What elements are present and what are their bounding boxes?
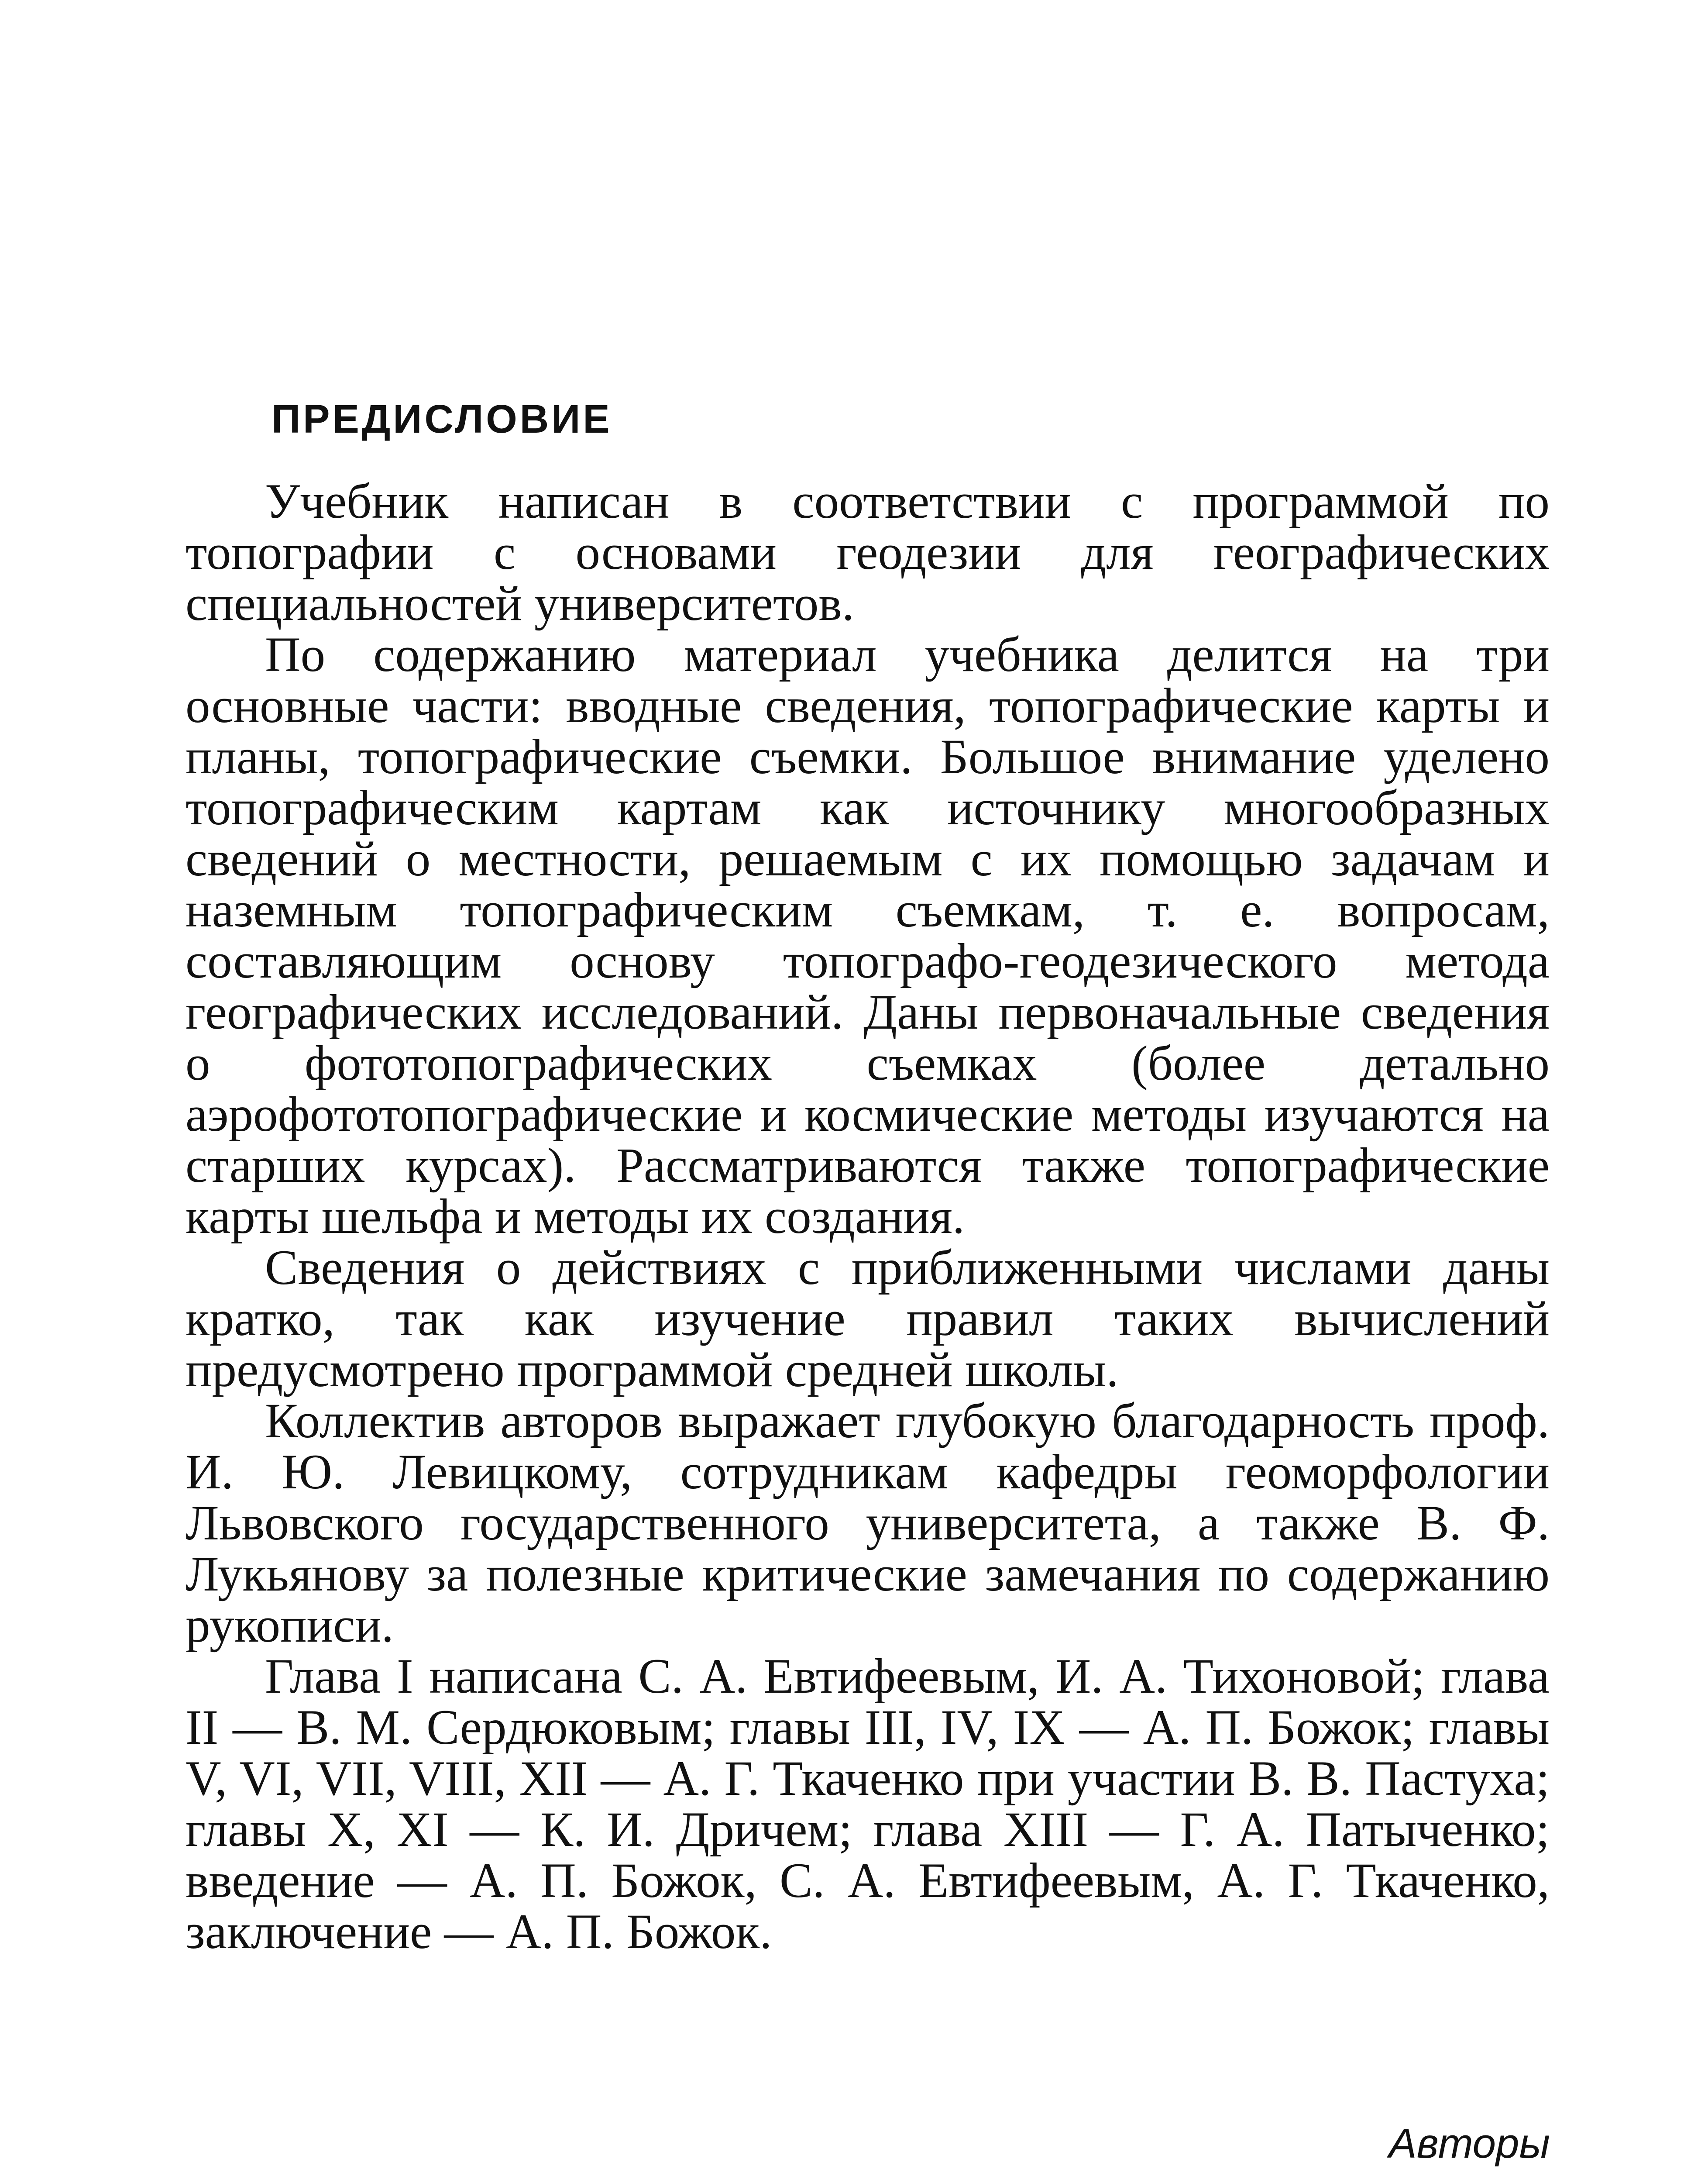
paragraph-purpose: Учебник написан в соответствии с программой по топографии с основами геодезии для географических специальностей университетов. xyxy=(186,474,1550,631)
paragraph-authorship: Глава I написана С. А. Евтифеевым, И. А. Тихоновой; глава II — В. М. Сердюковым; главы III, IV, IX — А. П. Божок; главы V, VI, VII, VIII, XII — А. Г. Ткаченко при участии В. В. Пастуха; главы X, XI — К. И. Дричем; глава XIII — Г. А. Патыченко; введение — А. П. Божок, С. А. Евтифеевым, А. Г. Ткаченко, заключение — А. П. Божок. xyxy=(186,1649,1550,1959)
signature: Авторы xyxy=(1388,2120,1550,2167)
paragraph-approximate-numbers: Сведения о действиях с приближенными числами даны кратко, так как изучение правил таких вычислений предусмотрено программой средней школы. xyxy=(186,1240,1550,1397)
preface-body xyxy=(186,476,1550,1957)
paragraph-content: По содержанию материал учебника делится на три основные части: вводные сведения, топографические карты и планы, топографические съемки. Большое внимание уделено топографическим картам как источнику многообразных сведений о местности, решаемым с их помощью задачам и наземным топографическим съемкам, т. е. вопросам, составляющим основу топографо-геодезического метода географических исследований. Даны первоначальные сведения о фототопографических съемках (более детально аэрофототопографические и космические методы изучаются на старших курсах). Рассматриваются также топографические карты шельфа и методы их создания. xyxy=(186,627,1550,1244)
page-title: ПРЕДИСЛОВИЕ xyxy=(271,397,612,441)
paragraph-acknowledgements: Коллектив авторов выражает глубокую благодарность проф. И. Ю. Левицкому, сотрудникам кафедры геоморфологии Львовского государственного университета, а также В. Ф. Лукьянову за полезные критические замечания по содержанию рукописи. xyxy=(186,1394,1550,1653)
